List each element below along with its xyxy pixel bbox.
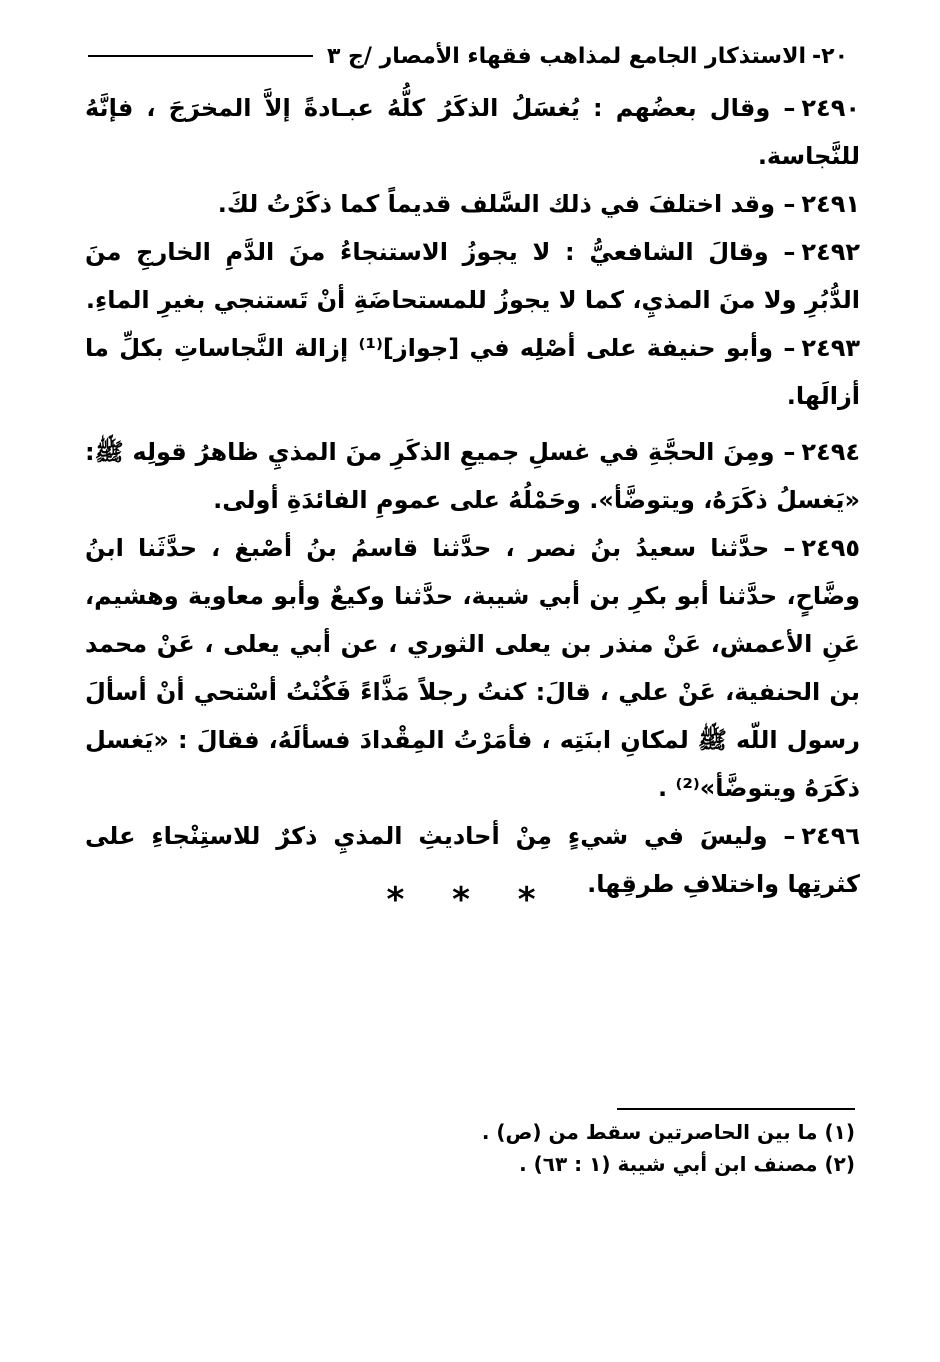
paragraph-text: – وقالَ الشافعيُّ : لا يجوزُ الاستنجاءُ منَ الدَّمِ الخارجِ منَ الدُّبُرِ ولا منَ المذيِ، كما لا يجوزُ للمستحاضَةِ أنْ تَستنجي بغيرِ الماءِ.: [85, 238, 860, 314]
paragraph-2494: [85, 428, 860, 524]
running-head: [88, 36, 848, 76]
paragraph-text: – وليسَ في شيءٍ مِنْ أحاديثِ المذيِ ذكرٌ للاستِنْجاءِ على كثرتِها واختلافِ طرقِها.: [85, 822, 860, 898]
paragraph-2491: [85, 180, 860, 228]
footnote-1: (١) ما بين الحاصرتين سقط من (ص) .: [481, 1120, 855, 1144]
paragraph-number: ٢٤٩٠: [801, 94, 860, 122]
section-separator: * * *: [386, 880, 554, 920]
paragraph-text: – وأبو حنيفة على أصْلِه في [جواز]⁽¹⁾ إزالة النَّجاساتِ بكلِّ ما أزالَها.: [85, 334, 860, 410]
page-number: ٢٠-: [812, 43, 848, 69]
paragraph-text: – وقد اختلفَ في ذلك السَّلف قديماً كما ذكَرْتُ لكَ.: [217, 190, 796, 218]
paragraph-number: ٢٤٩٢: [801, 238, 860, 266]
paragraph-number: ٢٤٩٦: [801, 822, 860, 850]
footnotes: [75, 1108, 855, 1180]
footnote-2: (٢) مصنف ابن أبي شيبة (١ : ٦٣) .: [519, 1152, 855, 1176]
paragraph-text: – ومِنَ الحجَّةِ في غسلِ جميعِ الذكَرِ منَ المذيِ ظاهرُ قولِه ﷺ: «يَغسلُ ذكَرَهُ، ويتوضَّأ». وحَمْلُهُ على عمومِ الفائدَةِ أولى.: [85, 438, 860, 514]
paragraph-2492: [85, 228, 860, 324]
paragraph-number: ٢٤٩٣: [801, 334, 860, 362]
paragraph-2495: [85, 524, 860, 812]
paragraph-text: – وقال بعضُهم : يُغسَلُ الذكَرُ كلُّهُ عبـادةً إلاَّ المخرَجَ ، فإنَّهُ للنَّجاسة.: [85, 94, 860, 170]
body-text: [85, 84, 860, 908]
paragraph-number: ٢٤٩٤: [801, 438, 860, 466]
paragraph-2493: [85, 324, 860, 420]
header-title: الاستذكار الجامع لمذاهب فقهاء الأمصار /ج ٣: [326, 43, 806, 69]
paragraph-2490: [85, 84, 860, 180]
header-rule: [88, 55, 313, 57]
paragraph-number: ٢٤٩١: [801, 190, 860, 218]
footnote-rule: [617, 1108, 855, 1110]
paragraph-text: – حدَّثنا سعيدُ بنُ نصر ، حدَّثنا قاسمُ بنُ أصْبغ ، حدَّثَنا ابنُ وضَّاحٍ، حدَّثنا أبو بكرِ بن أبي شيبة، حدَّثنا وكيعٌ وأبو معاوية وهشيم، عَنِ الأعمش، عَنْ منذر بن يعلى الثوري ، عن أبي يعلى ، عَنْ محمد بن الحنفية، عَنْ علي ، قالَ: كنتُ رجلاً مَذَّاءً فَكُنْتُ أسْتحي أنْ أسألَ رسول اللّه ﷺ لمكانِ ابنَتِه ، فأمَرْتُ المِقْدادَ فسألَهُ، فقالَ : «يَغسل ذكَرَهُ ويتوضَّأ»⁽²⁾ .: [85, 534, 860, 802]
paragraph-number: ٢٤٩٥: [801, 534, 860, 562]
